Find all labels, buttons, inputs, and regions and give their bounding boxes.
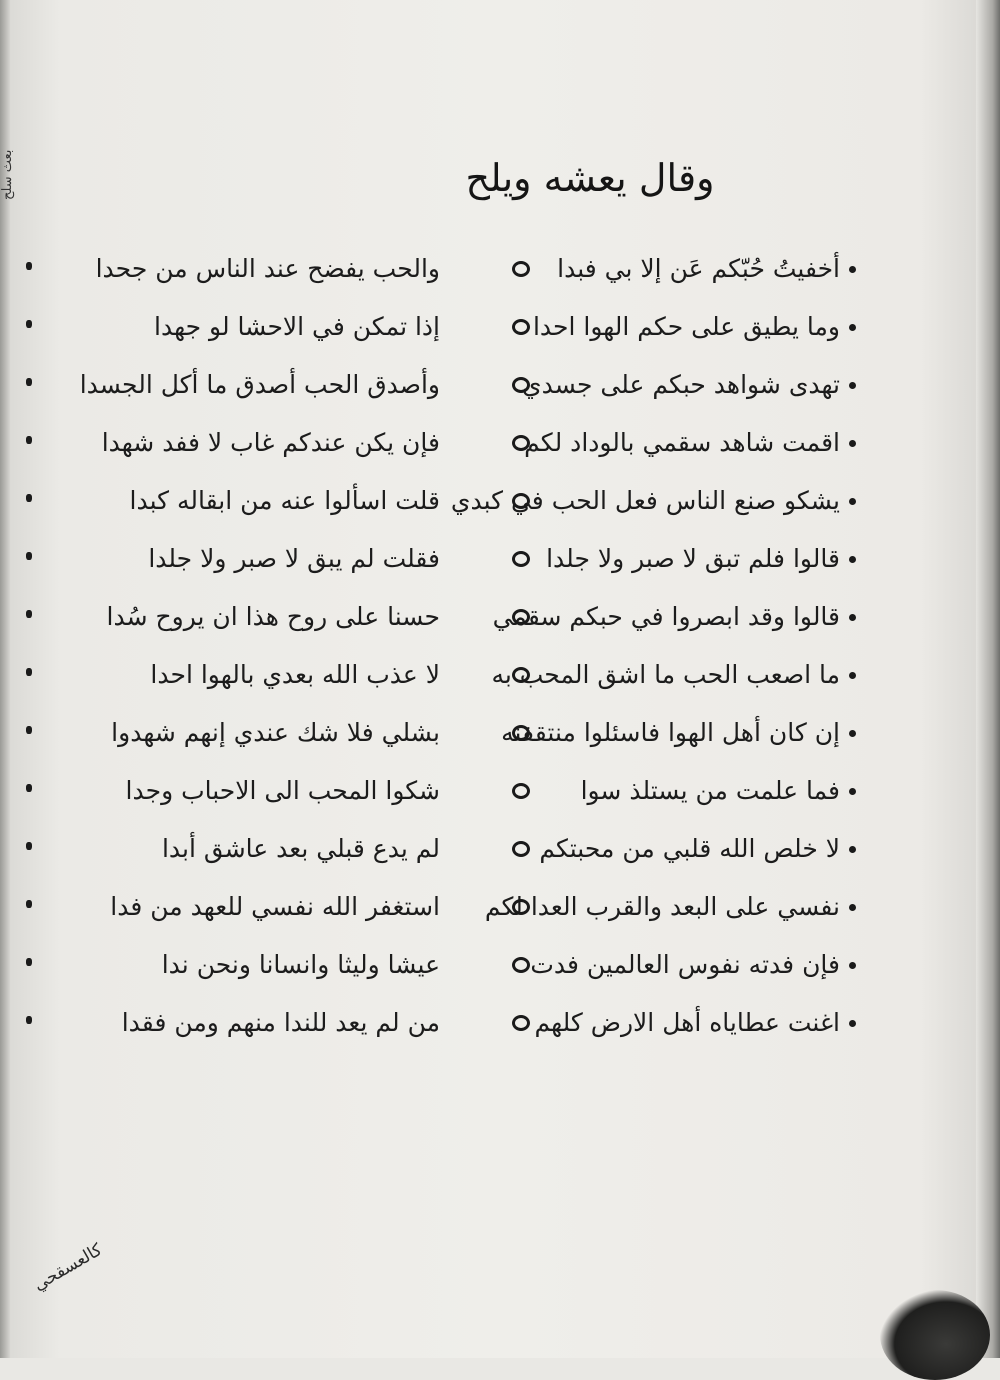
verse-line [40, 240, 840, 298]
verse-start-mark [849, 1020, 856, 1027]
verse-second-hemistich: بشلي فلا شك عندي إنهم شهدوا [111, 718, 440, 747]
verse-first-hemistich: تهدى شواهد حبكم على جسدي [522, 370, 840, 399]
verse-start-mark [849, 324, 856, 331]
verse-second-hemistich: من لم يعد للندا منهم ومن فقدا [121, 1008, 440, 1037]
hemistich-separator-circle [512, 551, 530, 567]
verse-second-hemistich: وأصدق الحب أصدق ما أكل الجسدا [79, 370, 440, 399]
verse-start-mark [849, 382, 856, 389]
verse-start-mark [849, 614, 856, 621]
verse-end-mark [26, 726, 32, 734]
verse-start-mark [849, 730, 856, 737]
thumb-shadow [880, 1290, 990, 1380]
verse-first-hemistich: ما اصعب الحب ما اشق المحب به [491, 660, 840, 689]
verse-start-mark [849, 672, 856, 679]
hemistich-separator-circle [512, 783, 530, 799]
verse-first-hemistich: قالوا وقد ابصروا في حبكم سقمي [492, 602, 840, 631]
hemistich-separator-circle [512, 609, 530, 625]
verse-end-mark [26, 958, 32, 966]
verse-end-mark [26, 494, 32, 502]
verse-start-mark [849, 962, 856, 969]
hemistich-separator-circle [512, 493, 530, 509]
scribe-signature: كالعسقحي [30, 1240, 106, 1296]
verse-second-hemistich: استغفر الله نفسي للعهد من فدا [110, 892, 440, 921]
verse-line [40, 936, 840, 994]
verse-second-hemistich: عيشا وليثا وانسانا ونحن ندا [161, 950, 440, 979]
verse-first-hemistich: اقمت شاهد سقمي بالوداد لكم [524, 428, 840, 457]
verse-start-mark [849, 266, 856, 273]
verse-line [40, 414, 840, 472]
verse-line [40, 356, 840, 414]
verse-second-hemistich: إذا تمكن في الاحشا لو جهدا [154, 312, 440, 341]
hemistich-separator-circle [512, 957, 530, 973]
verse-first-hemistich: نفسي على البعد والقرب العدا لكم [484, 892, 840, 921]
hemistich-separator-circle [512, 435, 530, 451]
page-right-edge [976, 0, 1000, 1358]
margin-note: بعث سلح [0, 150, 15, 201]
verse-end-mark [26, 436, 32, 444]
verse-end-mark [26, 842, 32, 850]
verse-first-hemistich: يشكو صنع الناس فعل الحب في كبدي [450, 486, 840, 515]
verse-second-hemistich: شكوا المحب الى الاحباب وجدا [125, 776, 440, 805]
hemistich-separator-circle [512, 261, 530, 277]
verse-first-hemistich: أخفيتُ حُبّكم عَن إلا بي فبدا [557, 254, 840, 283]
verse-second-hemistich: فإن يكن عندكم غاب لا ففد شهدا [101, 428, 440, 457]
verse-list [40, 240, 840, 1052]
hemistich-separator-circle [512, 725, 530, 741]
verse-line [40, 588, 840, 646]
verse-end-mark [26, 378, 32, 386]
verse-second-hemistich: لا عذب الله بعدي بالهوا احدا [150, 660, 440, 689]
hemistich-separator-circle [512, 1015, 530, 1031]
poem-heading: وقال يعشه ويلح [465, 156, 715, 200]
verse-end-mark [26, 552, 32, 560]
verse-first-hemistich: قالوا فلم تبق لا صبر ولا جلدا [546, 544, 840, 573]
verse-second-hemistich: والحب يفضح عند الناس من جحدا [95, 254, 440, 283]
verse-first-hemistich: إن كان أهل الهوا فاسئلوا منتقفنه [501, 718, 840, 747]
hemistich-separator-circle [512, 841, 530, 857]
verse-start-mark [849, 788, 856, 795]
verse-line [40, 762, 840, 820]
verse-end-mark [26, 900, 32, 908]
verse-line [40, 646, 840, 704]
verse-end-mark [26, 784, 32, 792]
hemistich-separator-circle [512, 377, 530, 393]
hemistich-separator-circle [512, 667, 530, 683]
verse-line [40, 472, 840, 530]
verse-first-hemistich: لا خلص الله قلبي من محبتكم [539, 834, 840, 863]
verse-line [40, 878, 840, 936]
verse-end-mark [26, 610, 32, 618]
verse-first-hemistich: وما يطيق على حكم الهوا احدا [532, 312, 840, 341]
verse-first-hemistich: فما علمت من يستلذ سوا [580, 776, 840, 805]
verse-line [40, 704, 840, 762]
verse-end-mark [26, 668, 32, 676]
verse-second-hemistich: قلت اسألوا عنه من ابقاله كبدا [129, 486, 440, 515]
verse-start-mark [849, 440, 856, 447]
verse-start-mark [849, 846, 856, 853]
verse-end-mark [26, 320, 32, 328]
verse-start-mark [849, 498, 856, 505]
verse-end-mark [26, 262, 32, 270]
verse-line [40, 298, 840, 356]
verse-first-hemistich: اغنت عطاياه أهل الارض كلهم [534, 1008, 840, 1037]
hemistich-separator-circle [512, 899, 530, 915]
verse-second-hemistich: فقلت لم يبق لا صبر ولا جلدا [148, 544, 440, 573]
verse-line [40, 994, 840, 1052]
verse-start-mark [849, 556, 856, 563]
verse-second-hemistich: لم يدع قبلي بعد عاشق أبدا [161, 834, 440, 863]
hemistich-separator-circle [512, 319, 530, 335]
verse-second-hemistich: حسنا على روح هذا ان يروح سُدا [106, 602, 440, 631]
verse-line [40, 820, 840, 878]
verse-end-mark [26, 1016, 32, 1024]
verse-line [40, 530, 840, 588]
verse-start-mark [849, 904, 856, 911]
verse-first-hemistich: فإن فدته نفوس العالمين فدت [530, 950, 840, 979]
